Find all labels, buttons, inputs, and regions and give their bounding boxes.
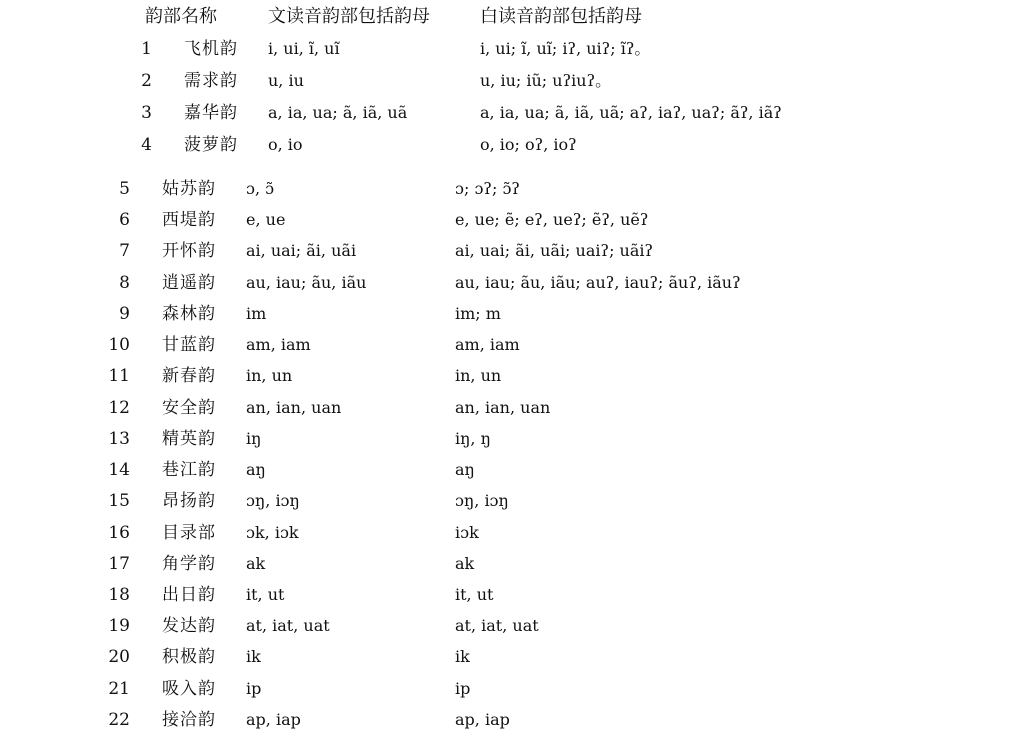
rhyme-name: 森林韵 xyxy=(162,304,216,324)
colloquial-finals: e, ue; ẽ; eʔ, ueʔ; ẽʔ, uẽʔ xyxy=(455,210,649,229)
colloquial-finals: ak xyxy=(455,554,475,573)
rhyme-name: 积极韵 xyxy=(162,647,216,667)
rhyme-name: 出日韵 xyxy=(162,585,216,605)
colloquial-finals: o, io; oʔ, ioʔ xyxy=(480,135,577,154)
row-number: 14 xyxy=(108,460,130,480)
colloquial-finals: aŋ xyxy=(455,460,475,479)
rhyme-name: 菠萝韵 xyxy=(184,135,238,155)
colloquial-finals: au, iau; ãu, iãu; auʔ, iauʔ; ãuʔ, iãuʔ xyxy=(455,273,741,292)
rhyme-name: 角学韵 xyxy=(162,554,216,574)
literary-finals: ɔk, iɔk xyxy=(246,523,299,542)
literary-finals: ai, uai; ãi, uãi xyxy=(246,241,357,260)
row-number: 3 xyxy=(141,103,152,123)
row-number: 2 xyxy=(141,71,152,91)
colloquial-finals: ɔ; ɔʔ; ɔ̃ʔ xyxy=(455,179,520,198)
colloquial-finals: ik xyxy=(455,647,470,666)
rhyme-name: 逍遥韵 xyxy=(162,273,216,293)
colloquial-finals: ap, iap xyxy=(455,710,510,729)
literary-finals: ak xyxy=(246,554,266,573)
literary-finals: iŋ xyxy=(246,429,262,448)
literary-finals: o, io xyxy=(268,135,303,154)
header-colloquial-finals: 白读音韵部包括韵母 xyxy=(480,6,642,27)
rhyme-name: 开怀韵 xyxy=(162,241,216,261)
rhyme-name: 姑苏韵 xyxy=(162,179,216,199)
rhyme-name: 飞机韵 xyxy=(184,39,238,59)
literary-finals: at, iat, uat xyxy=(246,616,330,635)
row-number: 1 xyxy=(141,39,152,59)
rhyme-name: 巷江韵 xyxy=(162,460,216,480)
literary-finals: a, ia, ua; ã, iã, uã xyxy=(268,103,408,122)
row-number: 17 xyxy=(108,554,130,574)
literary-finals: ɔ, ɔ̃ xyxy=(246,179,275,198)
literary-finals: u, iu xyxy=(268,71,304,90)
row-number: 16 xyxy=(108,523,130,543)
row-number: 9 xyxy=(119,304,130,324)
colloquial-finals: im; m xyxy=(455,304,501,323)
colloquial-finals: u, iu; iũ; uʔiuʔ。 xyxy=(480,71,612,90)
row-number: 21 xyxy=(108,679,130,699)
row-number: 7 xyxy=(119,241,130,261)
literary-finals: ap, iap xyxy=(246,710,301,729)
colloquial-finals: at, iat, uat xyxy=(455,616,539,635)
rhyme-name: 安全韵 xyxy=(162,398,216,418)
literary-finals: au, iau; ãu, iãu xyxy=(246,273,367,292)
row-number: 12 xyxy=(108,398,130,418)
literary-finals: i, ui, ĩ, uĩ xyxy=(268,39,340,58)
colloquial-finals: am, iam xyxy=(455,335,520,354)
rhyme-name: 接洽韵 xyxy=(162,710,216,730)
colloquial-finals: it, ut xyxy=(455,585,494,604)
literary-finals: e, ue xyxy=(246,210,286,229)
row-number: 18 xyxy=(108,585,130,605)
literary-finals: in, un xyxy=(246,366,293,385)
rhyme-name: 需求韵 xyxy=(184,71,238,91)
header-literary-finals: 文读音韵部包括韵母 xyxy=(268,6,430,27)
literary-finals: im xyxy=(246,304,267,323)
rhyme-name: 嘉华韵 xyxy=(184,103,238,123)
row-number: 8 xyxy=(119,273,130,293)
row-number: 15 xyxy=(108,491,130,511)
colloquial-finals: a, ia, ua; ã, iã, uã; aʔ, iaʔ, uaʔ; ãʔ, iãʔ xyxy=(480,103,782,122)
rhyme-name: 西堤韵 xyxy=(162,210,216,230)
row-number: 6 xyxy=(119,210,130,230)
rhyme-name: 新春韵 xyxy=(162,366,216,386)
colloquial-finals: an, ian, uan xyxy=(455,398,551,417)
row-number: 20 xyxy=(108,647,130,667)
header-rhyme-name: 韵部名称 xyxy=(145,6,217,27)
rhyme-name: 吸入韵 xyxy=(162,679,216,699)
literary-finals: it, ut xyxy=(246,585,285,604)
literary-finals: ik xyxy=(246,647,261,666)
colloquial-finals: ɔŋ, iɔŋ xyxy=(455,491,509,510)
row-number: 22 xyxy=(108,710,130,730)
literary-finals: ip xyxy=(246,679,262,698)
rhyme-name: 目录部 xyxy=(162,523,216,543)
colloquial-finals: ip xyxy=(455,679,471,698)
colloquial-finals: in, un xyxy=(455,366,502,385)
literary-finals: ɔŋ, iɔŋ xyxy=(246,491,300,510)
row-number: 11 xyxy=(108,366,130,386)
rhyme-name: 昂扬韵 xyxy=(162,491,216,511)
rhyme-name: 精英韵 xyxy=(162,429,216,449)
literary-finals: an, ian, uan xyxy=(246,398,342,417)
literary-finals: aŋ xyxy=(246,460,266,479)
rhyme-name: 发达韵 xyxy=(162,616,216,636)
row-number: 13 xyxy=(108,429,130,449)
row-number: 5 xyxy=(119,179,130,199)
colloquial-finals: ai, uai; ãi, uãi; uaiʔ; uãiʔ xyxy=(455,241,654,260)
row-number: 4 xyxy=(141,135,152,155)
colloquial-finals: iɔk xyxy=(455,523,479,542)
row-number: 10 xyxy=(108,335,130,355)
colloquial-finals: iŋ, ŋ xyxy=(455,429,491,448)
colloquial-finals: i, ui; ĩ, uĩ; iʔ, uiʔ; ĩʔ。 xyxy=(480,39,651,58)
rhyme-name: 甘蓝韵 xyxy=(162,335,216,355)
row-number: 19 xyxy=(108,616,130,636)
literary-finals: am, iam xyxy=(246,335,311,354)
